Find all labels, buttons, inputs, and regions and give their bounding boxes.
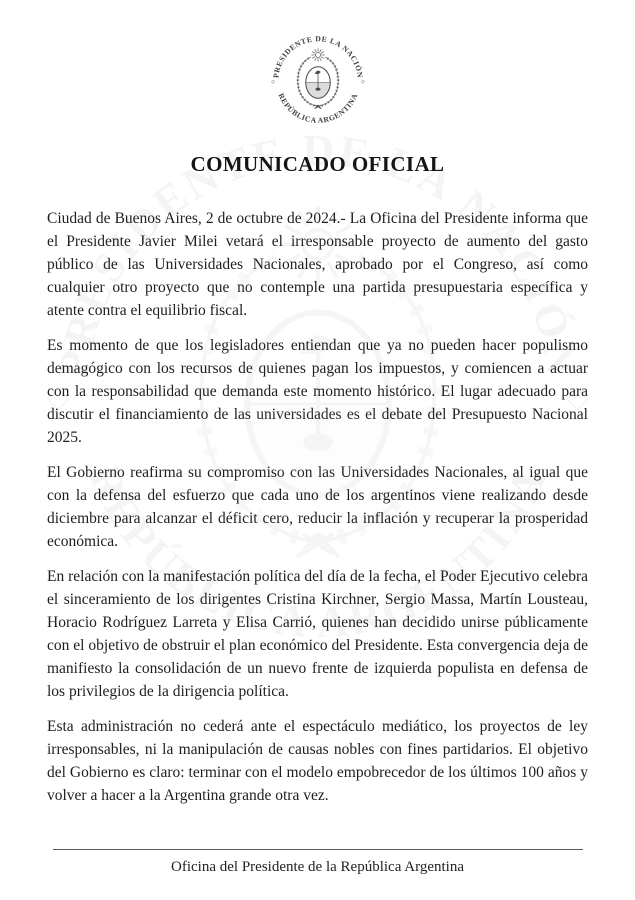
paragraph-2: Es momento de que los legisladores entiendan que ya no pueden hacer populismo demagógico con los recursos de quienes pagan los impuestos, y comiencen a actuar con la responsabilidad que demanda este momento histórico. El lugar adecuado para discutir el financiamiento de las universidades es el debate del Presupuesto Nacional 2025. [47,337,588,446]
presidential-seal [267,30,369,132]
paragraph-3: El Gobierno reafirma su compromiso con las Universidades Nacionales, al igual que con la defensa del esfuerzo que cada uno de los argentinos viene realizando desde diciembre para alcanzar el déficit cero, reducir la inflación y recuperar la prosperidad económica. [47,464,588,550]
paragraph-4: En relación con la manifestación política del día de la fecha, el Poder Ejecutivo celebra el sinceramiento de los dirigentes Cristina Kirchner, Sergio Massa, Martín Lousteau, Horacio Rodríguez Larreta y Elisa Carrió, quienes han decidido unirse públicamente con el objetivo de obstruir el plan económico del Presidente. Esta convergencia deja de manifiesto la consolidación de un nuevo frente de izquierda populista en defensa de los privilegios de la dirigencia política. [47,568,588,700]
footer-divider [53,849,583,850]
footer-signature: Oficina del Presidente de la República Argentina [171,859,464,875]
document-footer [0,849,635,876]
paragraph-5: Esta administración no cederá ante el espectáculo mediático, los proyectos de ley irresponsables, ni la manipulación de causas nobles con fines partidarios. El objetivo del Gobierno es claro: terminar con el modelo empobrecedor de los últimos 100 años y volver a hacer a la Argentina grande otra vez. [47,718,588,804]
document-body [47,207,588,807]
document-title: COMUNICADO OFICIAL [190,152,445,176]
paragraph-1: Ciudad de Buenos Aires, 2 de octubre de 2024.- La Oficina del Presidente informa que el Presidente Javier Milei vetará el irresponsable proyecto de aumento del gasto público de las Universidades Nacionales, aprobado por el Congreso, así como cualquier otro proyecto que no contemple una partida presupuestaria específica y atente contra el equilibrio fiscal. [47,210,588,319]
